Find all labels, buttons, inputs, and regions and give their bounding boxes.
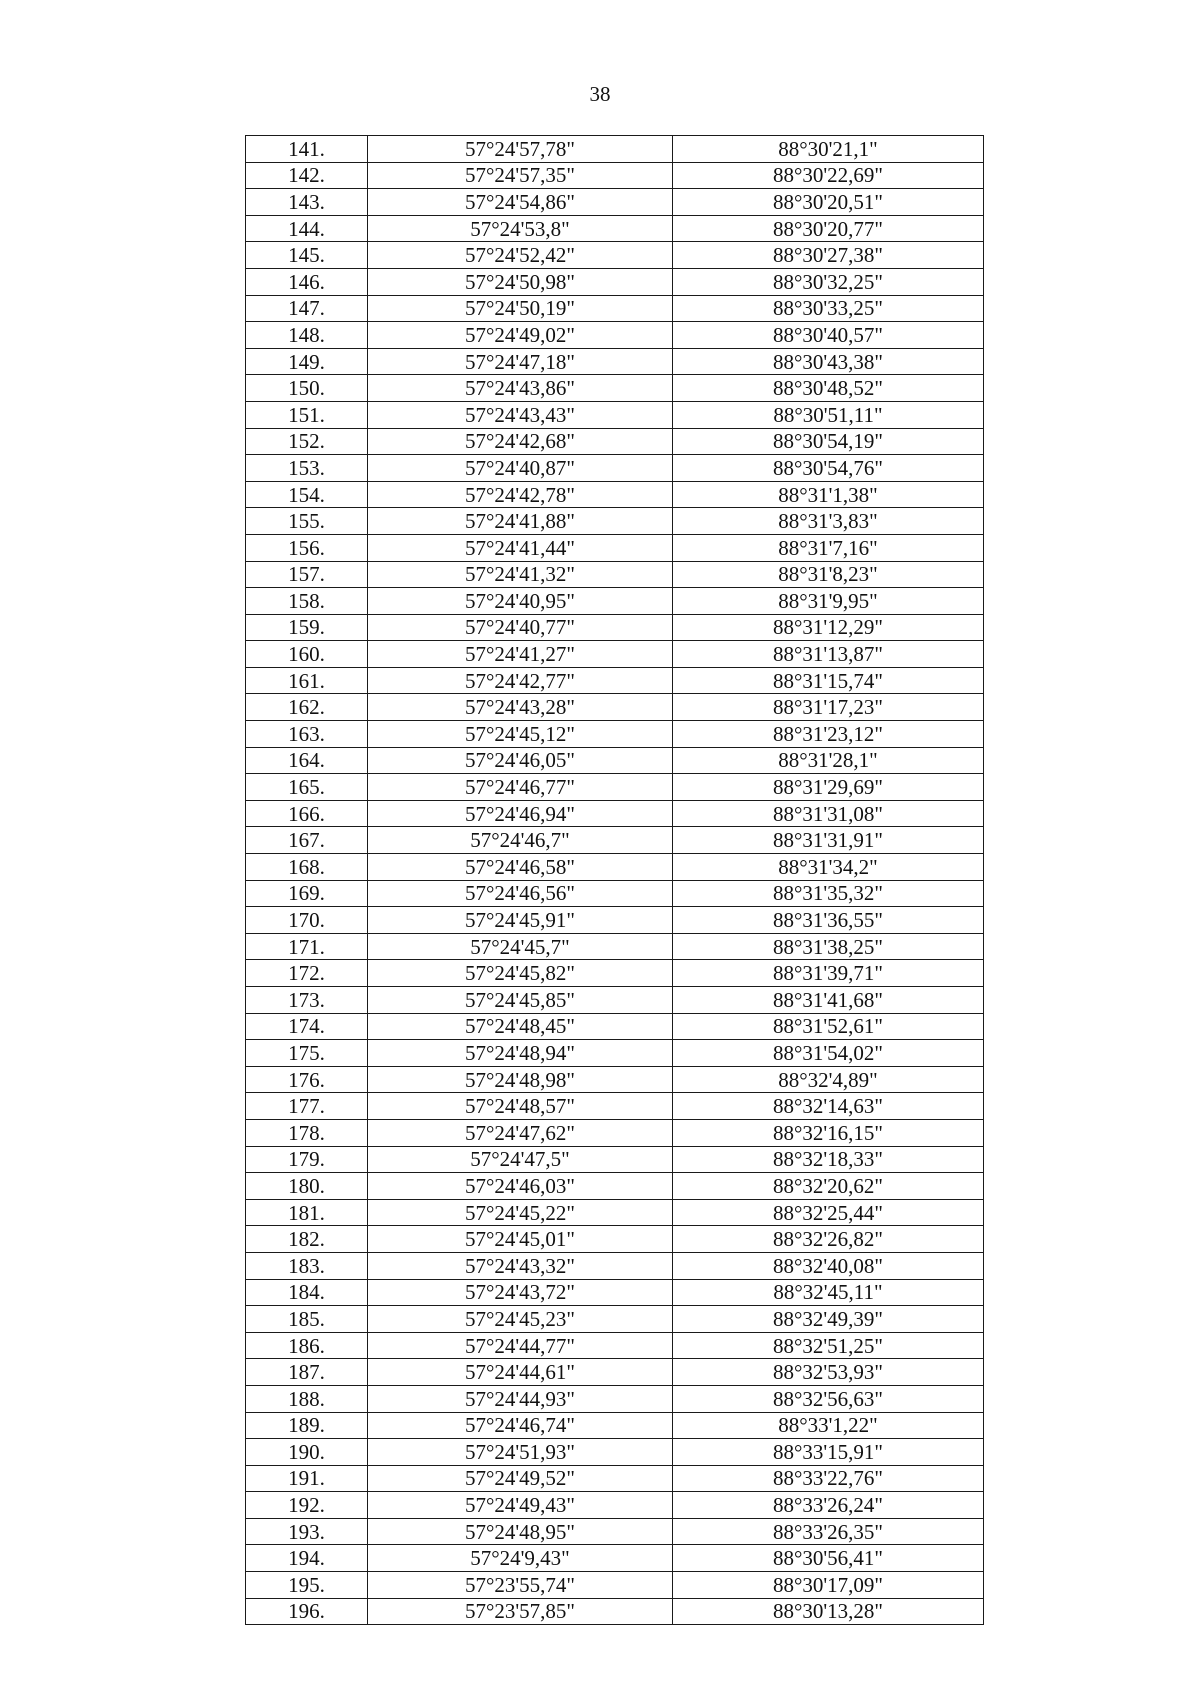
table-row	[246, 162, 984, 189]
longitude-cell: 88°30'43,38"	[673, 348, 984, 375]
point-number-cell: 183.	[246, 1252, 368, 1279]
longitude-cell: 88°31'28,1"	[673, 747, 984, 774]
latitude-cell: 57°24'43,43"	[368, 401, 673, 428]
longitude-cell: 88°31'41,68"	[673, 987, 984, 1014]
table-row	[246, 348, 984, 375]
table-row	[246, 1093, 984, 1120]
latitude-cell: 57°24'44,77"	[368, 1332, 673, 1359]
point-number-cell: 180.	[246, 1173, 368, 1200]
latitude-cell: 57°24'44,61"	[368, 1359, 673, 1386]
latitude-cell: 57°24'41,44"	[368, 534, 673, 561]
table-row	[246, 1412, 984, 1439]
table-row	[246, 561, 984, 588]
table-row	[246, 907, 984, 934]
longitude-cell: 88°31'7,16"	[673, 534, 984, 561]
longitude-cell: 88°30'56,41"	[673, 1545, 984, 1572]
latitude-cell: 57°24'43,32"	[368, 1252, 673, 1279]
latitude-cell: 57°24'46,05"	[368, 747, 673, 774]
table-row	[246, 1066, 984, 1093]
point-number-cell: 194.	[246, 1545, 368, 1572]
longitude-cell: 88°31'8,23"	[673, 561, 984, 588]
table-row	[246, 268, 984, 295]
table-row	[246, 534, 984, 561]
longitude-cell: 88°31'31,91"	[673, 827, 984, 854]
point-number-cell: 178.	[246, 1119, 368, 1146]
point-number-cell: 181.	[246, 1199, 368, 1226]
point-number-cell: 161.	[246, 667, 368, 694]
point-number-cell: 195.	[246, 1572, 368, 1599]
point-number-cell: 189.	[246, 1412, 368, 1439]
point-number-cell: 142.	[246, 162, 368, 189]
longitude-cell: 88°31'9,95"	[673, 588, 984, 615]
latitude-cell: 57°24'48,94"	[368, 1040, 673, 1067]
longitude-cell: 88°30'27,38"	[673, 242, 984, 269]
coordinates-table	[245, 135, 984, 1625]
point-number-cell: 192.	[246, 1492, 368, 1519]
table-row	[246, 1465, 984, 1492]
point-number-cell: 167.	[246, 827, 368, 854]
longitude-cell: 88°31'31,08"	[673, 800, 984, 827]
table-row	[246, 1385, 984, 1412]
latitude-cell: 57°24'45,91"	[368, 907, 673, 934]
point-number-cell: 196.	[246, 1598, 368, 1625]
longitude-cell: 88°31'29,69"	[673, 774, 984, 801]
table-row	[246, 641, 984, 668]
table-row	[246, 322, 984, 349]
longitude-cell: 88°32'53,93"	[673, 1359, 984, 1386]
table-row	[246, 375, 984, 402]
table-row	[246, 1572, 984, 1599]
table-row	[246, 428, 984, 455]
table-row	[246, 960, 984, 987]
latitude-cell: 57°24'44,93"	[368, 1385, 673, 1412]
longitude-cell: 88°30'40,57"	[673, 322, 984, 349]
table-row	[246, 987, 984, 1014]
point-number-cell: 147.	[246, 295, 368, 322]
table-row	[246, 1013, 984, 1040]
latitude-cell: 57°24'42,68"	[368, 428, 673, 455]
longitude-cell: 88°33'1,22"	[673, 1412, 984, 1439]
longitude-cell: 88°30'17,09"	[673, 1572, 984, 1599]
latitude-cell: 57°24'45,7"	[368, 933, 673, 960]
latitude-cell: 57°24'57,35"	[368, 162, 673, 189]
longitude-cell: 88°31'35,32"	[673, 880, 984, 907]
longitude-cell: 88°31'39,71"	[673, 960, 984, 987]
table-row	[246, 1492, 984, 1519]
latitude-cell: 57°24'43,28"	[368, 694, 673, 721]
longitude-cell: 88°32'49,39"	[673, 1306, 984, 1333]
latitude-cell: 57°24'41,88"	[368, 508, 673, 535]
point-number-cell: 155.	[246, 508, 368, 535]
latitude-cell: 57°24'45,22"	[368, 1199, 673, 1226]
latitude-cell: 57°24'50,19"	[368, 295, 673, 322]
table-row	[246, 1226, 984, 1253]
table-row	[246, 1252, 984, 1279]
table-row	[246, 1439, 984, 1466]
longitude-cell: 88°31'15,74"	[673, 667, 984, 694]
table-row	[246, 508, 984, 535]
latitude-cell: 57°24'43,86"	[368, 375, 673, 402]
point-number-cell: 162.	[246, 694, 368, 721]
point-number-cell: 164.	[246, 747, 368, 774]
table-row	[246, 933, 984, 960]
point-number-cell: 193.	[246, 1518, 368, 1545]
latitude-cell: 57°24'50,98"	[368, 268, 673, 295]
point-number-cell: 185.	[246, 1306, 368, 1333]
table-row	[246, 1146, 984, 1173]
longitude-cell: 88°31'17,23"	[673, 694, 984, 721]
longitude-cell: 88°30'13,28"	[673, 1598, 984, 1625]
latitude-cell: 57°24'48,45"	[368, 1013, 673, 1040]
longitude-cell: 88°32'14,63"	[673, 1093, 984, 1120]
point-number-cell: 159.	[246, 614, 368, 641]
table-row	[246, 1040, 984, 1067]
point-number-cell: 141.	[246, 136, 368, 163]
point-number-cell: 171.	[246, 933, 368, 960]
latitude-cell: 57°24'48,95"	[368, 1518, 673, 1545]
table-row	[246, 1199, 984, 1226]
table-row	[246, 136, 984, 163]
longitude-cell: 88°33'26,35"	[673, 1518, 984, 1545]
point-number-cell: 156.	[246, 534, 368, 561]
point-number-cell: 179.	[246, 1146, 368, 1173]
latitude-cell: 57°24'47,5"	[368, 1146, 673, 1173]
point-number-cell: 144.	[246, 215, 368, 242]
longitude-cell: 88°30'51,11"	[673, 401, 984, 428]
table-row	[246, 667, 984, 694]
latitude-cell: 57°24'43,72"	[368, 1279, 673, 1306]
table-row	[246, 1119, 984, 1146]
longitude-cell: 88°31'54,02"	[673, 1040, 984, 1067]
longitude-cell: 88°31'38,25"	[673, 933, 984, 960]
point-number-cell: 184.	[246, 1279, 368, 1306]
point-number-cell: 143.	[246, 189, 368, 216]
point-number-cell: 150.	[246, 375, 368, 402]
latitude-cell: 57°24'49,02"	[368, 322, 673, 349]
latitude-cell: 57°24'46,77"	[368, 774, 673, 801]
longitude-cell: 88°31'1,38"	[673, 481, 984, 508]
latitude-cell: 57°24'46,7"	[368, 827, 673, 854]
table-row	[246, 1359, 984, 1386]
table-row	[246, 455, 984, 482]
table-row	[246, 774, 984, 801]
point-number-cell: 148.	[246, 322, 368, 349]
point-number-cell: 149.	[246, 348, 368, 375]
point-number-cell: 175.	[246, 1040, 368, 1067]
longitude-cell: 88°32'40,08"	[673, 1252, 984, 1279]
point-number-cell: 163.	[246, 721, 368, 748]
point-number-cell: 190.	[246, 1439, 368, 1466]
point-number-cell: 165.	[246, 774, 368, 801]
table-row	[246, 747, 984, 774]
latitude-cell: 57°24'46,74"	[368, 1412, 673, 1439]
latitude-cell: 57°24'46,03"	[368, 1173, 673, 1200]
longitude-cell: 88°30'33,25"	[673, 295, 984, 322]
table-row	[246, 880, 984, 907]
longitude-cell: 88°32'20,62"	[673, 1173, 984, 1200]
latitude-cell: 57°24'46,56"	[368, 880, 673, 907]
latitude-cell: 57°24'52,42"	[368, 242, 673, 269]
table-row	[246, 1518, 984, 1545]
latitude-cell: 57°24'45,82"	[368, 960, 673, 987]
point-number-cell: 176.	[246, 1066, 368, 1093]
point-number-cell: 188.	[246, 1385, 368, 1412]
longitude-cell: 88°32'18,33"	[673, 1146, 984, 1173]
point-number-cell: 166.	[246, 800, 368, 827]
point-number-cell: 158.	[246, 588, 368, 615]
point-number-cell: 191.	[246, 1465, 368, 1492]
latitude-cell: 57°24'48,98"	[368, 1066, 673, 1093]
latitude-cell: 57°24'46,58"	[368, 854, 673, 881]
point-number-cell: 187.	[246, 1359, 368, 1386]
latitude-cell: 57°24'51,93"	[368, 1439, 673, 1466]
latitude-cell: 57°24'53,8"	[368, 215, 673, 242]
latitude-cell: 57°24'47,18"	[368, 348, 673, 375]
longitude-cell: 88°32'51,25"	[673, 1332, 984, 1359]
table-row	[246, 215, 984, 242]
longitude-cell: 88°32'16,15"	[673, 1119, 984, 1146]
latitude-cell: 57°24'45,23"	[368, 1306, 673, 1333]
latitude-cell: 57°24'45,01"	[368, 1226, 673, 1253]
point-number-cell: 145.	[246, 242, 368, 269]
point-number-cell: 174.	[246, 1013, 368, 1040]
latitude-cell: 57°24'57,78"	[368, 136, 673, 163]
table-row	[246, 827, 984, 854]
table-row	[246, 1306, 984, 1333]
latitude-cell: 57°24'49,52"	[368, 1465, 673, 1492]
coordinates-table-body	[246, 136, 984, 1625]
longitude-cell: 88°30'54,19"	[673, 428, 984, 455]
table-row	[246, 614, 984, 641]
longitude-cell: 88°31'34,2"	[673, 854, 984, 881]
latitude-cell: 57°24'41,27"	[368, 641, 673, 668]
table-row	[246, 1545, 984, 1572]
longitude-cell: 88°31'3,83"	[673, 508, 984, 535]
table-row	[246, 481, 984, 508]
longitude-cell: 88°31'13,87"	[673, 641, 984, 668]
point-number-cell: 168.	[246, 854, 368, 881]
table-row	[246, 854, 984, 881]
point-number-cell: 169.	[246, 880, 368, 907]
point-number-cell: 173.	[246, 987, 368, 1014]
point-number-cell: 182.	[246, 1226, 368, 1253]
table-row	[246, 1332, 984, 1359]
table-row	[246, 588, 984, 615]
page-number: 38	[589, 82, 611, 106]
longitude-cell: 88°33'26,24"	[673, 1492, 984, 1519]
latitude-cell: 57°24'54,86"	[368, 189, 673, 216]
point-number-cell: 154.	[246, 481, 368, 508]
longitude-cell: 88°30'20,77"	[673, 215, 984, 242]
point-number-cell: 151.	[246, 401, 368, 428]
table-row	[246, 189, 984, 216]
latitude-cell: 57°24'46,94"	[368, 800, 673, 827]
longitude-cell: 88°33'15,91"	[673, 1439, 984, 1466]
point-number-cell: 157.	[246, 561, 368, 588]
latitude-cell: 57°24'45,12"	[368, 721, 673, 748]
point-number-cell: 170.	[246, 907, 368, 934]
longitude-cell: 88°31'52,61"	[673, 1013, 984, 1040]
latitude-cell: 57°24'40,95"	[368, 588, 673, 615]
point-number-cell: 177.	[246, 1093, 368, 1120]
longitude-cell: 88°30'20,51"	[673, 189, 984, 216]
latitude-cell: 57°24'42,77"	[368, 667, 673, 694]
longitude-cell: 88°30'54,76"	[673, 455, 984, 482]
longitude-cell: 88°31'12,29"	[673, 614, 984, 641]
longitude-cell: 88°32'56,63"	[673, 1385, 984, 1412]
longitude-cell: 88°30'48,52"	[673, 375, 984, 402]
latitude-cell: 57°24'40,87"	[368, 455, 673, 482]
longitude-cell: 88°32'26,82"	[673, 1226, 984, 1253]
longitude-cell: 88°31'23,12"	[673, 721, 984, 748]
table-row	[246, 1279, 984, 1306]
longitude-cell: 88°30'21,1"	[673, 136, 984, 163]
longitude-cell: 88°31'36,55"	[673, 907, 984, 934]
longitude-cell: 88°32'45,11"	[673, 1279, 984, 1306]
latitude-cell: 57°24'9,43"	[368, 1545, 673, 1572]
longitude-cell: 88°32'25,44"	[673, 1199, 984, 1226]
latitude-cell: 57°24'45,85"	[368, 987, 673, 1014]
table-row	[246, 295, 984, 322]
table-row	[246, 1173, 984, 1200]
point-number-cell: 153.	[246, 455, 368, 482]
latitude-cell: 57°24'47,62"	[368, 1119, 673, 1146]
point-number-cell: 146.	[246, 268, 368, 295]
point-number-cell: 160.	[246, 641, 368, 668]
table-row	[246, 401, 984, 428]
latitude-cell: 57°24'41,32"	[368, 561, 673, 588]
table-row	[246, 1598, 984, 1625]
point-number-cell: 152.	[246, 428, 368, 455]
latitude-cell: 57°24'40,77"	[368, 614, 673, 641]
latitude-cell: 57°24'42,78"	[368, 481, 673, 508]
latitude-cell: 57°24'48,57"	[368, 1093, 673, 1120]
table-row	[246, 242, 984, 269]
longitude-cell: 88°30'22,69"	[673, 162, 984, 189]
longitude-cell: 88°33'22,76"	[673, 1465, 984, 1492]
point-number-cell: 186.	[246, 1332, 368, 1359]
table-row	[246, 721, 984, 748]
latitude-cell: 57°24'49,43"	[368, 1492, 673, 1519]
point-number-cell: 172.	[246, 960, 368, 987]
latitude-cell: 57°23'57,85"	[368, 1598, 673, 1625]
table-row	[246, 800, 984, 827]
latitude-cell: 57°23'55,74"	[368, 1572, 673, 1599]
longitude-cell: 88°30'32,25"	[673, 268, 984, 295]
longitude-cell: 88°32'4,89"	[673, 1066, 984, 1093]
table-row	[246, 694, 984, 721]
